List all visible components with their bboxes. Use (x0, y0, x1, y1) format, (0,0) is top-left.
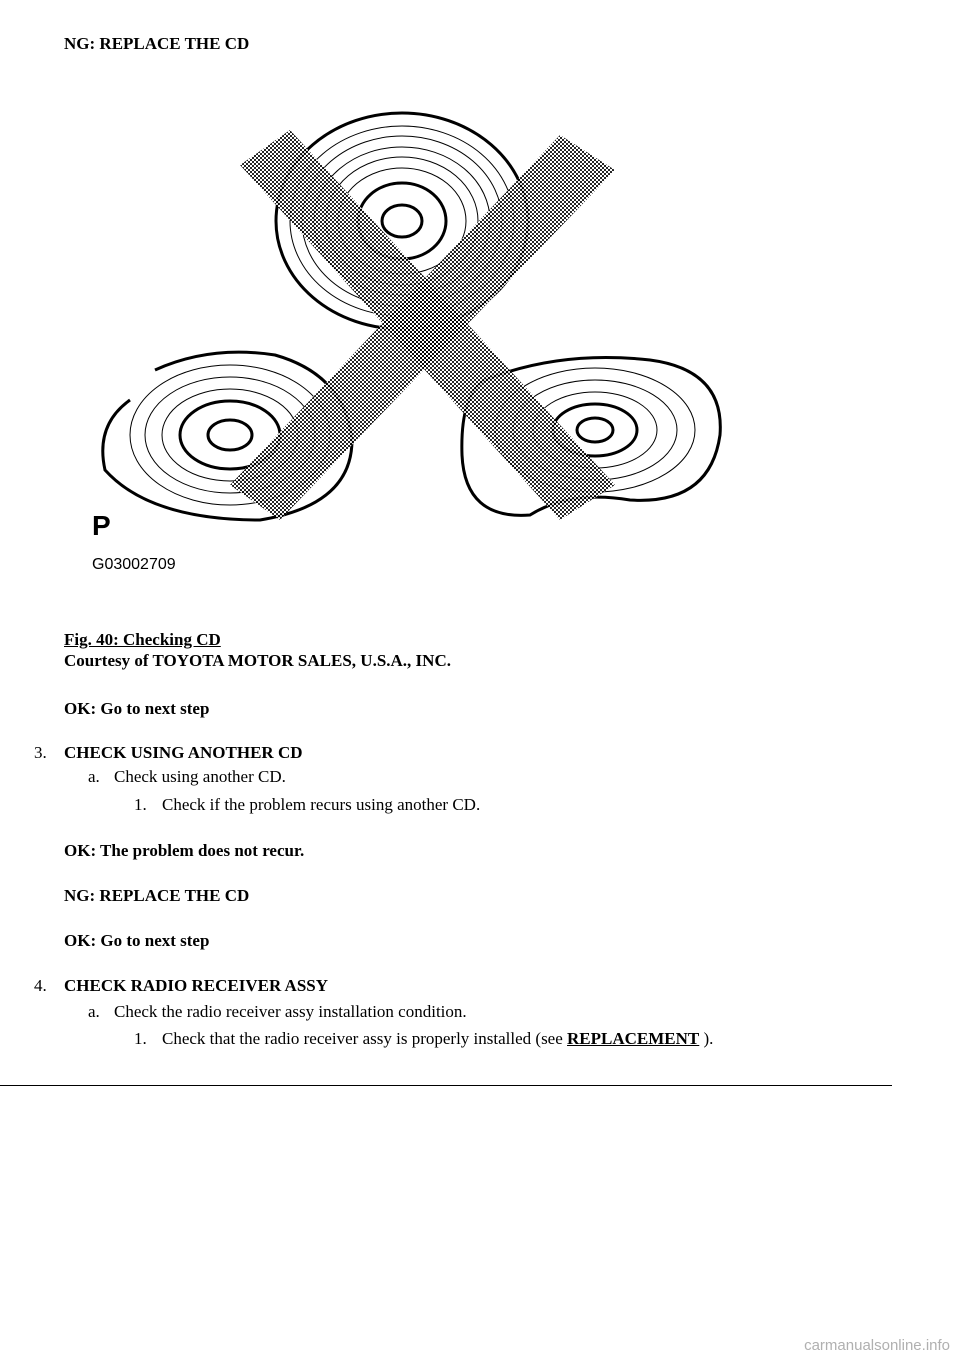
step4-item-number: 1. (134, 1029, 147, 1048)
ok-next-step-2: OK: Go to next step (64, 931, 210, 950)
step3-title: CHECK USING ANOTHER CD (64, 743, 303, 762)
step4-item-closing: ). (703, 1029, 714, 1048)
figure-caption: Fig. 40: Checking CD (64, 630, 221, 649)
figure-code: G03002709 (92, 556, 176, 573)
step3-ok-result: OK: The problem does not recur. (64, 841, 305, 860)
header-ng-line: NG: REPLACE THE CD (64, 34, 250, 53)
figure-label-p: P (92, 510, 111, 541)
step3-item-text: Check if the problem recurs using another CD. (162, 795, 481, 814)
step4-item-line (162, 1029, 713, 1049)
step3-sub-letter: a. (88, 767, 100, 786)
step4-sub-text: Check the radio receiver assy installation condition. (114, 1002, 467, 1021)
step4-title: CHECK RADIO RECEIVER ASSY (64, 976, 329, 995)
replacement-link[interactable]: REPLACEMENT (567, 1029, 700, 1048)
step4-number: 4. (34, 976, 47, 995)
step4-item-text: Check that the radio receiver assy is properly installed (see (162, 1029, 563, 1048)
figure-courtesy: Courtesy of TOYOTA MOTOR SALES, U.S.A., INC. (64, 651, 451, 670)
step3-ng-result: NG: REPLACE THE CD (64, 886, 250, 905)
step4-sub-letter: a. (88, 1002, 100, 1021)
watermark: carmanualsonline.info (804, 1337, 950, 1354)
ok-next-step-1: OK: Go to next step (64, 699, 210, 718)
checking-cd-figure (90, 95, 730, 585)
step3-item-number: 1. (134, 795, 147, 814)
step3-sub-text: Check using another CD. (114, 767, 286, 786)
step3-number: 3. (34, 743, 47, 762)
section-divider (0, 1085, 892, 1086)
